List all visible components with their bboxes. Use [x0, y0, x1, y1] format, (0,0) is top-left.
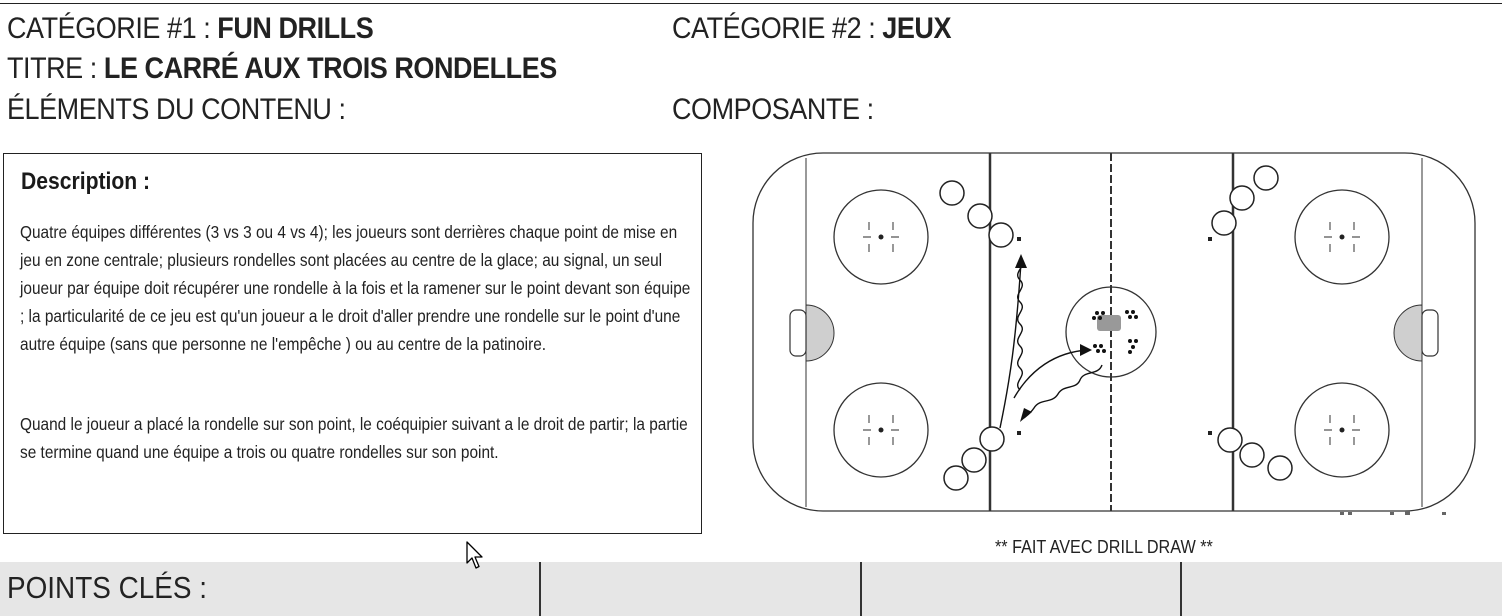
- goal-net-right: [1422, 310, 1438, 356]
- rink-diagram: [750, 150, 1480, 520]
- faceoff-dot-top-left: [879, 235, 884, 240]
- column-divider-2: [860, 562, 862, 616]
- player-bottom-left-2: [962, 448, 986, 472]
- column-divider-1: [539, 562, 541, 616]
- description-paragraph-1: Quatre équipes différentes (3 vs 3 ou 4 vs 4); les joueurs sont derrières chaque point de mise en jeu en zone centrale; plusieurs rondelles sont placées au centre de la glace; au signal, un seul joueur par équipe doit récupérer une rondelle à la fois et la ramener sur le point devant son équipe ; la particularité de ce jeu est qu'un joueur a le droit d'aller prendre une rondelle sur le point d'une autre équipe (sans que personne ne l'empêche ) ou au centre de la patinoire.: [20, 222, 691, 354]
- neutral-dot-bottom-left: [1017, 431, 1021, 435]
- title-value: LE CARRÉ AUX TROIS RONDELLES: [103, 52, 557, 85]
- category-1: [7, 12, 373, 46]
- description-paragraph-2: Quand le joueur a placé la rondelle sur son point, le coéquipier suivant a le droit de partir; la partie se termine quand une équipe a trois ou quatre rondelles sur son point.: [20, 414, 688, 462]
- category-2-value: JEUX: [882, 12, 952, 45]
- puck-carry-path-back: [1024, 365, 1102, 418]
- mouse-pointer-icon: [466, 541, 486, 571]
- skate-path-up: [1000, 262, 1021, 428]
- player-bottom-right-3: [1268, 456, 1292, 480]
- neutral-dot-bottom-right: [1208, 431, 1212, 435]
- category-1-value: FUN DRILLS: [217, 12, 374, 45]
- watermark-mark: [1340, 512, 1344, 515]
- category-1-label: CATÉGORIE #1 :: [7, 12, 218, 45]
- goal-crease-left: [806, 305, 834, 361]
- arrowhead-back: [1020, 408, 1032, 422]
- player-top-left-1: [940, 181, 964, 205]
- elements-label: ÉLÉMENTS DU CONTENU :: [7, 93, 346, 126]
- player-bottom-right-2: [1240, 443, 1264, 467]
- category-2: [672, 12, 951, 46]
- player-top-left-2: [968, 204, 992, 228]
- category-2-label: CATÉGORIE #2 :: [672, 12, 883, 45]
- neutral-dot-top-right: [1208, 237, 1212, 241]
- puck-carry-path-up: [1018, 260, 1023, 390]
- puck-pile-center: [1092, 310, 1138, 354]
- player-top-right-1: [1254, 166, 1278, 190]
- player-top-left-3: [989, 223, 1013, 247]
- diagram-credit: ** FAIT AVEC DRILL DRAW **: [995, 537, 1213, 557]
- goal-crease-right: [1394, 305, 1422, 361]
- skate-path-to-center: [1014, 350, 1088, 398]
- goal-net-left: [790, 310, 806, 356]
- key-points-label: POINTS CLÉS :: [7, 570, 208, 605]
- drill-title: [7, 52, 557, 86]
- arrowhead-up: [1015, 254, 1027, 268]
- neutral-dot-top-left: [1017, 237, 1021, 241]
- key-points-row: [0, 562, 1502, 616]
- faceoff-dot-bottom-right: [1340, 428, 1345, 433]
- title-label: TITRE :: [7, 52, 104, 85]
- player-bottom-left-3: [944, 466, 968, 490]
- player-bottom-right-1: [1218, 428, 1242, 452]
- top-rule: [0, 3, 1502, 4]
- player-bottom-left-1: [980, 427, 1004, 451]
- column-divider-3: [1180, 562, 1182, 616]
- arrowhead-center: [1080, 344, 1092, 356]
- description-box: [3, 153, 702, 534]
- description-heading: Description :: [21, 168, 151, 195]
- rink-boards: [753, 153, 1475, 511]
- component-label: COMPOSANTE :: [672, 93, 874, 126]
- player-top-right-3: [1212, 211, 1236, 235]
- faceoff-dot-top-right: [1340, 235, 1345, 240]
- player-top-right-2: [1230, 186, 1254, 210]
- faceoff-dot-bottom-left: [879, 428, 884, 433]
